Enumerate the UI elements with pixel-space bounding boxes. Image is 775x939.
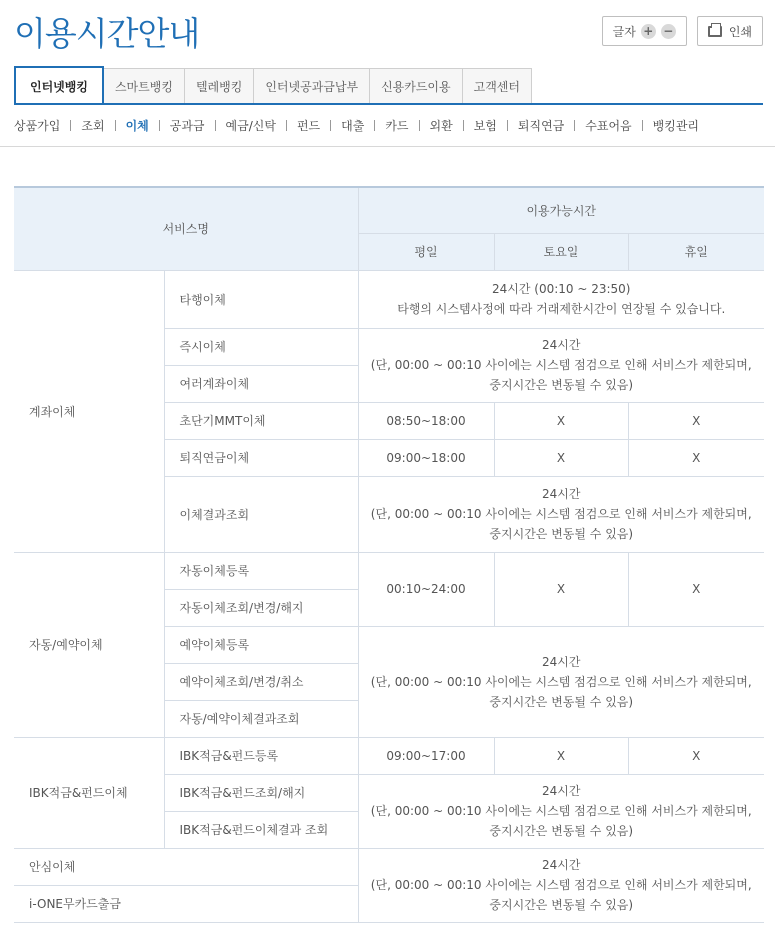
- header-saturday: 토요일: [494, 233, 628, 270]
- subnav-divider: [574, 120, 575, 131]
- group-safe-transfer: 안심이체: [14, 848, 358, 885]
- subnav-item-inquiry[interactable]: 조회: [81, 119, 105, 133]
- time-text: 중지시간은 변동될 수 있음): [489, 527, 634, 541]
- font-size-control: [602, 16, 687, 46]
- time-text: 24시간: [542, 858, 581, 872]
- tab-credit-card[interactable]: 신용카드이용: [370, 68, 463, 104]
- main-tabs: [14, 66, 532, 104]
- service-result: 이체결과조회: [164, 476, 358, 552]
- font-size-label: 글자: [612, 24, 636, 39]
- group-auto: 자동/예약이체: [14, 552, 164, 737]
- service-other-bank: 타행이체: [164, 270, 358, 328]
- time-text: (단, 00:00 ~ 00:10 사이에는 시스템 점검으로 인해 서비스가 제한되며,: [370, 878, 752, 892]
- time-text: 24시간: [542, 487, 581, 501]
- time-text: 중지시간은 변동될 수 있음): [489, 694, 634, 709]
- time-text: (단, 00:00 ~ 00:10 사이에는 시스템 점검으로 인해 서비스가 제한되며,: [370, 804, 752, 818]
- subnav-divider: [374, 120, 375, 131]
- subnav-divider: [159, 120, 160, 131]
- time-holiday: X: [628, 439, 764, 476]
- time-saturday: X: [494, 737, 628, 774]
- tab-smart-banking[interactable]: 스마트뱅킹: [104, 68, 185, 104]
- table-row: [14, 270, 764, 328]
- subnav-item-pension[interactable]: 퇴직연금: [517, 119, 565, 133]
- service-multi: 여러계좌이체: [164, 365, 358, 402]
- time-cell: [358, 626, 764, 737]
- tab-tele-banking[interactable]: 텔레뱅킹: [185, 68, 254, 104]
- time-saturday: X: [494, 402, 628, 439]
- subnav-divider: [463, 120, 464, 131]
- subnav-divider: [507, 120, 508, 131]
- subnav-divider: [286, 120, 287, 131]
- subnav-item-check[interactable]: 수표어음: [585, 119, 632, 133]
- time-holiday: X: [628, 402, 764, 439]
- time-cell: [358, 848, 764, 922]
- time-cell: [358, 774, 764, 848]
- subnav-divider: [70, 120, 71, 131]
- table-row: [14, 737, 764, 774]
- time-holiday: X: [628, 552, 764, 626]
- service-auto-mod: 자동이체조회/변경/해지: [164, 589, 358, 626]
- subnav-divider: [330, 120, 331, 131]
- time-text: (단, 00:00 ~ 00:10 사이에는 시스템 점검으로 인해 서비스가 제한되며,: [370, 358, 752, 372]
- print-button[interactable]: [697, 16, 763, 46]
- subnav-item-deposit[interactable]: 예금/신탁: [225, 119, 276, 133]
- subnav-divider: [215, 120, 216, 131]
- time-text: (단, 00:00 ~ 00:10 사이에는 시스템 점검으로 인해 서비스가 제한되며,: [370, 674, 752, 689]
- time-text: 24시간: [542, 784, 581, 798]
- subnav-item-products[interactable]: 상품가입: [14, 119, 61, 133]
- time-saturday: X: [494, 439, 628, 476]
- time-holiday: X: [628, 737, 764, 774]
- time-text: (단, 00:00 ~ 00:10 사이에는 시스템 점검으로 인해 서비스가 제한되며,: [370, 507, 752, 521]
- tab-public-payment[interactable]: 인터넷공과금납부: [254, 68, 370, 104]
- service-instant: 즉시이체: [164, 328, 358, 365]
- time-text: 중지시간은 변동될 수 있음): [489, 824, 634, 838]
- subnav-divider: [115, 120, 116, 131]
- table-row: [14, 848, 764, 885]
- printer-icon: [708, 26, 722, 37]
- time-text: 24시간 (00:10 ~ 23:50): [492, 282, 631, 296]
- time-cell: [358, 476, 764, 552]
- subnav-divider-line: [0, 146, 775, 147]
- subnav-divider: [642, 120, 643, 131]
- time-weekday: 08:50~18:00: [358, 402, 494, 439]
- time-weekday: 00:10~24:00: [358, 552, 494, 626]
- font-decrease-icon[interactable]: −: [661, 24, 676, 39]
- group-ibk: IBK적금&펀드이체: [14, 737, 164, 848]
- group-transfer: 계좌이체: [14, 270, 164, 552]
- service-resv-mod: 예약이체조회/변경/취소: [164, 663, 358, 700]
- subnav-item-loan[interactable]: 대출: [341, 119, 365, 133]
- time-text: 24시간: [542, 654, 581, 669]
- time-cell: [358, 270, 764, 328]
- subnav-item-banking-mgmt[interactable]: 뱅킹관리: [652, 119, 700, 133]
- time-text: 중지시간은 변동될 수 있음): [489, 378, 634, 392]
- time-text: 타행의 시스템사정에 따라 거래제한시간이 연장될 수 있습니다.: [397, 302, 726, 316]
- subnav-item-utility[interactable]: 공과금: [169, 119, 205, 133]
- table-row: [14, 552, 764, 589]
- service-ibk-mod: IBK적금&펀드조회/해지: [164, 774, 358, 811]
- sub-navigation: [14, 117, 699, 134]
- subnav-item-card[interactable]: 카드: [385, 119, 409, 133]
- subnav-item-insurance[interactable]: 보험: [473, 119, 497, 133]
- tab-internet-banking[interactable]: 인터넷뱅킹: [14, 66, 104, 104]
- time-weekday: 09:00~18:00: [358, 439, 494, 476]
- header-weekday: 평일: [358, 233, 494, 270]
- print-label: 인쇄: [728, 24, 752, 39]
- service-ibk-result: IBK적금&펀드이체결과 조회: [164, 811, 358, 848]
- service-ibk-reg: IBK적금&펀드등록: [164, 737, 358, 774]
- service-resv-result: 자동/예약이체결과조회: [164, 700, 358, 737]
- service-resv-reg: 예약이체등록: [164, 626, 358, 663]
- tab-customer-center[interactable]: 고객센터: [463, 68, 532, 104]
- subnav-item-fund[interactable]: 펀드: [296, 119, 321, 133]
- subnav-item-forex[interactable]: 외환: [429, 119, 453, 133]
- subnav-item-transfer[interactable]: 이체: [125, 119, 149, 133]
- page-title: 이용시간안내: [14, 14, 200, 53]
- time-saturday: X: [494, 552, 628, 626]
- time-cell: [358, 328, 764, 402]
- time-weekday: 09:00~17:00: [358, 737, 494, 774]
- group-ione-cardless: i-ONE무카드출금: [14, 885, 358, 922]
- page-tools: [602, 16, 763, 46]
- header-holiday: 휴일: [628, 233, 764, 270]
- header-available-time: 이용가능시간: [358, 187, 764, 233]
- tab-underline: [14, 103, 763, 105]
- service-hours-table: [14, 186, 764, 923]
- subnav-divider: [419, 120, 420, 131]
- service-pension: 퇴직연금이체: [164, 439, 358, 476]
- header-service-name: 서비스명: [14, 187, 358, 270]
- font-increase-icon[interactable]: +: [641, 24, 656, 39]
- service-mmt: 초단기MMT이체: [164, 402, 358, 439]
- service-auto-reg: 자동이체등록: [164, 552, 358, 589]
- time-text: 24시간: [542, 338, 581, 352]
- time-text: 중지시간은 변동될 수 있음): [489, 898, 634, 912]
